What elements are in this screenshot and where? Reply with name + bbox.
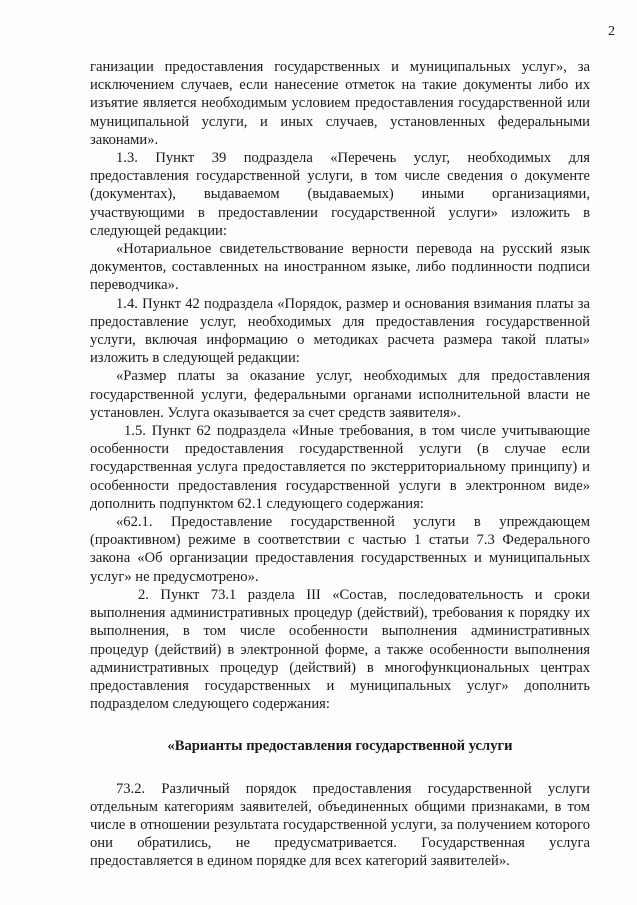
paragraph-continuation: ганизации предоставления государственных и муниципальных услуг», за исключением случаев, если нанесение отметок на такие документы либо их изъятие является необходимым условием предоставления государственной или муниципальной услуги, и иных случаев, установленных федеральными законами». xyxy=(90,59,590,148)
paragraph-2: 2. Пункт 73.1 раздела III «Состав, последовательность и сроки выполнения административных процедур (действий), требования к порядку их выполнения, в том числе особенности выполнения административных процедур (действий) в электронной форме, а также особенности выполнения административных процедур (действий) в многофункциональных центрах предоставления государственных и муниципальных услуг» дополнить подразделом следующего содержания: xyxy=(90,586,590,713)
quote-1-4: «Размер платы за оказание услуг, необходимых для предоставления государственной услуги, федеральными органами исполнительной власти не установлен. Услуга оказывается за счет средств заявителя». xyxy=(90,368,590,421)
paragraph-73-2: 73.2. Различный порядок предоставления государственной услуги отдельным категориям заявителей, объединенных общими признаками, в том числе в отношении результата государственной услуги, за получением которого они обратились, не предусматривается. Государственная услуга предоставляется в едином порядке для всех категорий заявителей». xyxy=(90,780,590,870)
section-heading: «Варианты предоставления государственной услуги xyxy=(167,738,513,755)
page-number: 2 xyxy=(608,24,615,39)
quote-1-3: «Нотариальное свидетельствование верности перевода на русский язык документов, составленных на иностранном языке, либо подлинности подписи переводчика». xyxy=(90,241,590,294)
quote-62-1: «62.1. Предоставление государственной услуги в упреждающем (проактивном) режиме в соответствии с частью 1 статьи 7.3 Федерального закона «Об организации предоставления государственных и муниципальных услуг» не предусмотрено». xyxy=(90,514,590,585)
paragraph-1-3: 1.3. Пункт 39 подраздела «Перечень услуг, необходимых для предоставления государственной услуги, в том числе сведения о документе (документах), выдаваемом (выдаваемых) иными организациями, участвующими в предоставлении государственной услуги» изложить в следующей редакции: xyxy=(90,150,590,239)
paragraph-1-5: 1.5. Пункт 62 подраздела «Иные требования, в том числе учитывающие особенности предоставления государственной услуги (в случае если государственная услуга предоставляется по экстерриториальному принципу) и особенности предоставления государственной услуги в электронном виде» дополнить подпунктом 62.1 следующего содержания: xyxy=(90,423,590,512)
paragraph-1-4: 1.4. Пункт 42 подраздела «Порядок, размер и основания взимания платы за предоставление услуг, необходимых для предоставления государственной услуги, включая информацию о методиках расчета размера такой платы» изложить в следующей редакции: xyxy=(90,295,590,367)
document-body xyxy=(90,58,590,871)
